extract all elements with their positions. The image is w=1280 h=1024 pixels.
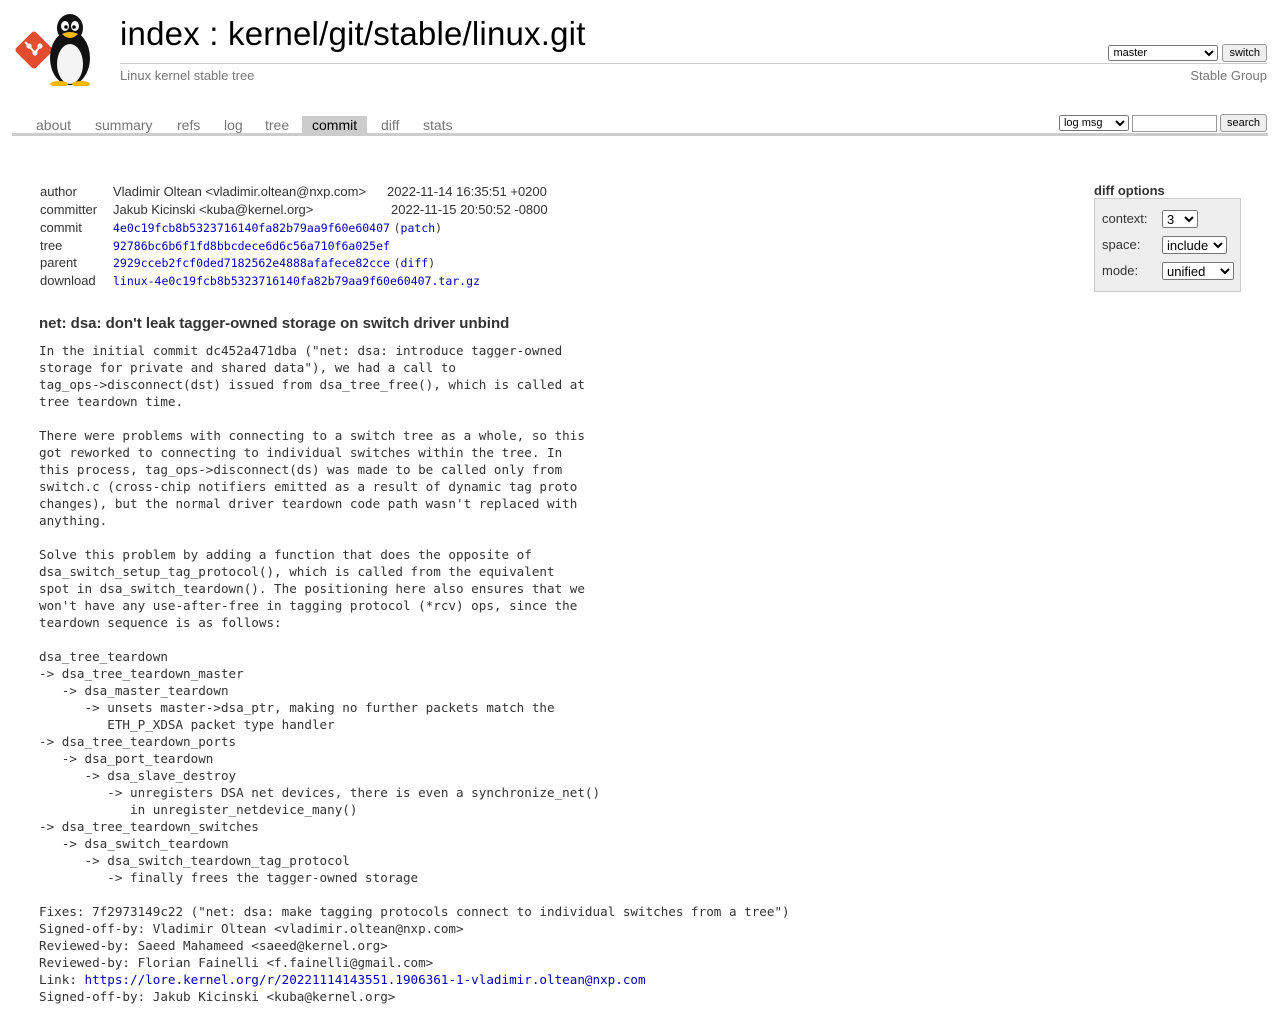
committer-value: Jakub Kicinski <kuba@kernel.org> — [113, 202, 314, 217]
tab-diff[interactable]: diff — [381, 117, 400, 133]
tab-summary[interactable]: summary — [95, 117, 153, 133]
parent-label: parent — [40, 255, 77, 270]
tree-label: tree — [40, 238, 63, 253]
search-form — [1059, 114, 1267, 132]
repo-owner: Stable Group — [1190, 68, 1267, 83]
committer-date: 2022-11-15 20:50:52 -0800 — [391, 202, 548, 217]
page-title[interactable]: index : kernel/git/stable/linux.git — [120, 15, 586, 52]
tab-refs[interactable]: refs — [177, 117, 201, 133]
tab-about[interactable]: about — [36, 117, 72, 133]
switch-button[interactable]: switch — [1222, 44, 1267, 62]
parent-hash-link[interactable]: 2929cceb2fcf0ded7182562e4888afafece82cce — [113, 256, 390, 270]
commit-message-body: In the initial commit dc452a471dba ("net: dsa: introduce tagger-owned storage for private and shared data"), we had a call to tag_ops->disconnect(dst) issued from dsa_tree_free(), which is called at tree teardown time. There were problems with connecting to a switch tree as a whole, so this got reworked to connecting to individual switches within the tree. In this process, tag_ops->disconnect(ds) was made to be called only from switch.c (cross-chip notifiers emitted as a result of dynamic tag proto changes), but the normal driver teardown code path wasn't replaced with anything. Solve this problem by adding a function that does the opposite of dsa_switch_setup_tag_protocol(), which is called from the equivalent spot in dsa_switch_teardown(). The positioning here also ensures that we won't have any use-after-free in tagging protocol (*rcv) ops, since the teardown sequence is as follows: dsa_tree_teardown -> dsa_tree_teardown_master -> dsa_master_teardown -> unsets master->dsa_ptr, making no further packets match the ETH_P_XDSA packet type handler -> dsa_tree_teardown_ports -> dsa_port_teardown -> dsa_slave_destroy -> unregisters DSA net devices, there is even a synchronize_net() in unregister_netdevice_many() -> dsa_tree_teardown_switches -> dsa_switch_teardown -> dsa_switch_teardown_tag_protocol -> finally frees the tagger-owned storage Fixes: 7f2973149c22 ("net: dsa: make tagging protocols connect to individual switches from a tree") Signed-off-by: Vladimir Oltean <vladimir.oltean@nxp.com> Reviewed-by: Saeed Mahameed <saeed@kernel.org> Reviewed-by: Florian Fainelli <f.fainelli@gmail.com> — [39, 343, 790, 970]
commit-message-tail: Signed-off-by: Jakub Kicinski <kuba@kernel.org> — [39, 989, 396, 1004]
tab-log[interactable]: log — [224, 117, 243, 133]
tree-hash-link[interactable]: 92786bc6b6f1fd8bbcdece6d6c56a710f6a025ef — [113, 239, 390, 253]
commit-message — [39, 342, 790, 1005]
author-label: author — [40, 184, 77, 199]
space-select[interactable] — [1162, 236, 1227, 254]
download-link[interactable]: linux-4e0c19fcb8b5323716140fa82b79aa9f60e60407.tar.gz — [113, 274, 480, 288]
commit-subject: net: dsa: don't leak tagger-owned storage on switch driver unbind — [39, 315, 510, 332]
patch-link[interactable]: patch — [400, 221, 436, 235]
search-mode-select[interactable] — [1059, 115, 1129, 131]
context-select[interactable] — [1162, 210, 1198, 228]
diff-options-panel — [1094, 198, 1241, 292]
header-divider — [120, 63, 1267, 64]
committer-label: committer — [40, 202, 98, 217]
mode-label: mode: — [1102, 263, 1139, 278]
author-date: 2022-11-14 16:35:51 +0200 — [387, 184, 547, 199]
diff-link[interactable]: diff — [400, 256, 429, 270]
tab-commit[interactable]: commit — [302, 116, 367, 133]
repo-description: Linux kernel stable tree — [120, 68, 255, 83]
link-prefix: Link: — [39, 972, 85, 987]
commit-label: commit — [40, 220, 82, 235]
branch-switch-form — [1108, 44, 1267, 62]
search-input[interactable] — [1132, 115, 1217, 132]
lore-link[interactable]: https://lore.kernel.org/r/20221114143551.1906361-1-vladimir.oltean@nxp.com — [84, 972, 646, 987]
mode-select[interactable] — [1162, 262, 1234, 280]
commit-hash-link[interactable]: 4e0c19fcb8b5323716140fa82b79aa9f60e60407 — [113, 221, 390, 235]
diff-options-title: diff options — [1094, 183, 1165, 198]
cgit-logo-icon[interactable] — [14, 12, 110, 86]
space-label: space: — [1102, 237, 1141, 252]
download-label: download — [40, 273, 96, 288]
context-label: context: — [1102, 211, 1148, 226]
branch-select[interactable] — [1108, 45, 1218, 61]
tab-tree[interactable]: tree — [265, 117, 290, 133]
tab-stats[interactable]: stats — [423, 117, 453, 133]
search-button[interactable]: search — [1220, 114, 1267, 132]
author-value: Vladimir Oltean <vladimir.oltean@nxp.com> — [113, 184, 367, 199]
